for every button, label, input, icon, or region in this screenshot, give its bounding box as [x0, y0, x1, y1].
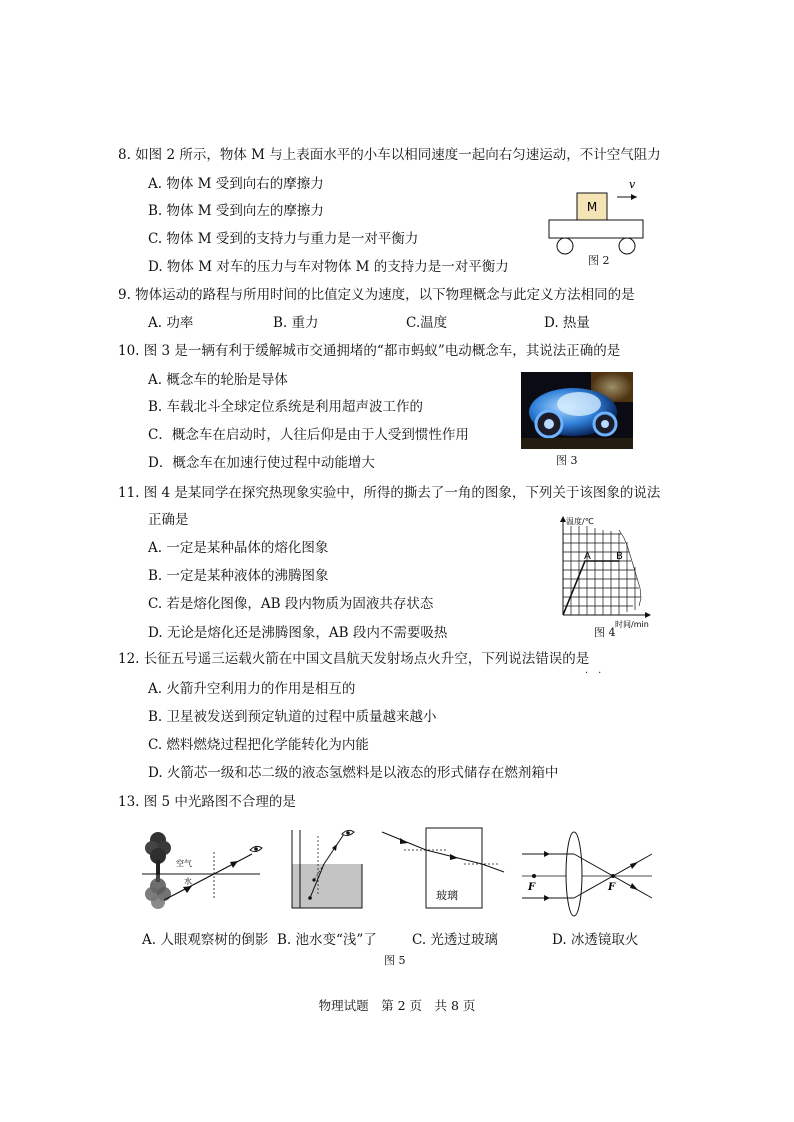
- question-12-stem: 12. 长征五号遥三运载火箭在中国文昌航天发射场点火升空，下列说法错误的是: [118, 651, 590, 667]
- question-10-stem: 10. 图 3 是一辆有利于缓解城市交通拥堵的“都市蚂蚁”电动概念车，其说法正确的是: [118, 343, 621, 359]
- figure-5d-ice-lens: [520, 826, 655, 916]
- question-12-option-c: C. 燃料燃烧过程把化学能转化为内能: [148, 737, 369, 753]
- question-11-stem-cont: 正确是: [148, 512, 189, 528]
- lens-ray-bottom-arrow: [544, 895, 550, 901]
- focus-label-right: F: [608, 882, 616, 893]
- figure-2-cart-diagram: [545, 178, 645, 248]
- question-13-option-a: A. 人眼观察树的倒影: [142, 932, 269, 948]
- graph-x-axis-arrow: [645, 612, 651, 618]
- question-11-option-c: C. 若是熔化图像，AB 段内物质为固液共存状态: [148, 596, 434, 612]
- cart-body: [549, 220, 643, 238]
- focus-point-right: [611, 874, 615, 878]
- question-9-option-c: C.温度: [406, 315, 448, 331]
- question-13-option-c: C. 光透过玻璃: [412, 932, 498, 948]
- question-8-option-a: A. 物体 M 受到向右的摩擦力: [148, 176, 324, 192]
- pool-object-point: [308, 896, 312, 900]
- question-11-option-d: D. 无论是熔化还是沸腾图象，AB 段内不需要吸热: [148, 625, 448, 641]
- pool-image-point: [312, 878, 315, 881]
- question-8-option-b: B. 物体 M 受到向左的摩擦力: [148, 203, 324, 219]
- glass-ray-incident-arrow: [400, 838, 408, 844]
- velocity-label: v: [629, 178, 636, 191]
- question-9-stem: 9. 物体运动的路程与所用时间的比值定义为速度，以下物理概念与此定义方法相同的是: [118, 287, 635, 303]
- tree-icon: [145, 832, 171, 909]
- emphasis-dots: · ·: [585, 668, 602, 679]
- cart-wheel-right: [619, 238, 635, 254]
- question-9-option-a: A. 功率: [148, 315, 194, 331]
- question-8-stem: 8. 如图 2 所示，物体 M 与上表面水平的小车以相同速度一起向右匀速运动，不计空气阻力: [118, 147, 661, 163]
- glass-label: 玻璃: [436, 889, 458, 902]
- question-13-option-d: D. 冰透镜取火: [552, 932, 639, 948]
- lens-ray-out-arrow-2: [630, 862, 638, 869]
- question-9-option-d: D. 热量: [544, 315, 590, 331]
- focus-point-left: [532, 874, 536, 878]
- torn-corner-edge: [619, 530, 641, 606]
- question-11-option-b: B. 一定是某种液体的沸腾图象: [148, 568, 329, 584]
- figure-5a-tree-reflection: [142, 826, 272, 911]
- figure-5c-glass-refraction: [378, 826, 506, 911]
- eye-icon: [342, 830, 354, 835]
- question-9-option-b: B. 重力: [273, 315, 319, 331]
- question-12-option-b: B. 卫星被发送到预定轨道的过程中质量越来越小: [148, 709, 437, 725]
- figure-4-caption: 图 4: [594, 626, 616, 639]
- question-10-option-b: B. 车载北斗全球定位系统是利用超声波工作的: [148, 399, 424, 415]
- question-11-option-a: A. 一定是某种晶体的熔化图象: [148, 540, 329, 556]
- focus-label-left: F: [528, 882, 536, 893]
- air-label: 空气: [176, 859, 192, 868]
- question-12-option-a: A. 火箭升空利用力的作用是相互的: [148, 681, 356, 697]
- graph-y-label: 温度/℃: [566, 517, 594, 526]
- question-10-option-a: A. 概念车的轮胎是导体: [148, 372, 288, 388]
- page-footer: 物理试题 第 2 页 共 8 页: [318, 998, 476, 1013]
- pool-water: [292, 864, 362, 908]
- velocity-arrow-head: [631, 194, 637, 200]
- graph-x-label: 时间/min: [615, 620, 649, 629]
- graph-point-b: B: [616, 551, 623, 562]
- eye-icon: [250, 846, 262, 851]
- glass-ray-emergent: [482, 864, 504, 872]
- figure-3-caption: 图 3: [556, 454, 578, 467]
- convex-lens: [566, 832, 582, 916]
- question-10-option-c: C．概念车在启动时，人往后仰是由于人受到惯性作用: [148, 427, 469, 443]
- question-11-stem: 11. 图 4 是某同学在探究热现象实验中，所得的撕去了一角的图象，下列关于该图象的说法: [118, 485, 661, 501]
- figure-2-caption: 图 2: [588, 254, 610, 267]
- question-12-option-d: D. 火箭芯一级和芯二级的液态氢燃料是以液态的形式储存在燃剂箱中: [148, 765, 559, 781]
- question-13-stem: 13. 图 5 中光路图不合理的是: [118, 794, 296, 810]
- graph-grid: [563, 526, 641, 615]
- figure-5-caption: 图 5: [384, 954, 406, 967]
- block-label: M: [586, 200, 598, 214]
- cart-wheel-left: [557, 238, 573, 254]
- figure-3-concept-car-photo: [521, 372, 633, 449]
- water-label: 水: [184, 877, 192, 886]
- question-13-option-b: B. 池水变“浅”了: [277, 932, 377, 948]
- lens-ray-top-arrow: [544, 851, 550, 857]
- question-10-option-d: D．概念车在加速行使过程中动能增大: [148, 455, 375, 471]
- figure-5b-pool-shallow: [288, 826, 368, 911]
- question-8-option-c: C. 物体 M 受到的支持力与重力是一对平衡力: [148, 231, 419, 247]
- question-8-option-d: D. 物体 M 对车的压力与车对物体 M 的支持力是一对平衡力: [148, 259, 509, 275]
- lens-ray-out-arrow-1: [630, 883, 638, 890]
- graph-point-a: A: [584, 551, 591, 562]
- figure-4-heating-graph: [555, 512, 655, 630]
- pool-ray-arrow: [332, 844, 337, 851]
